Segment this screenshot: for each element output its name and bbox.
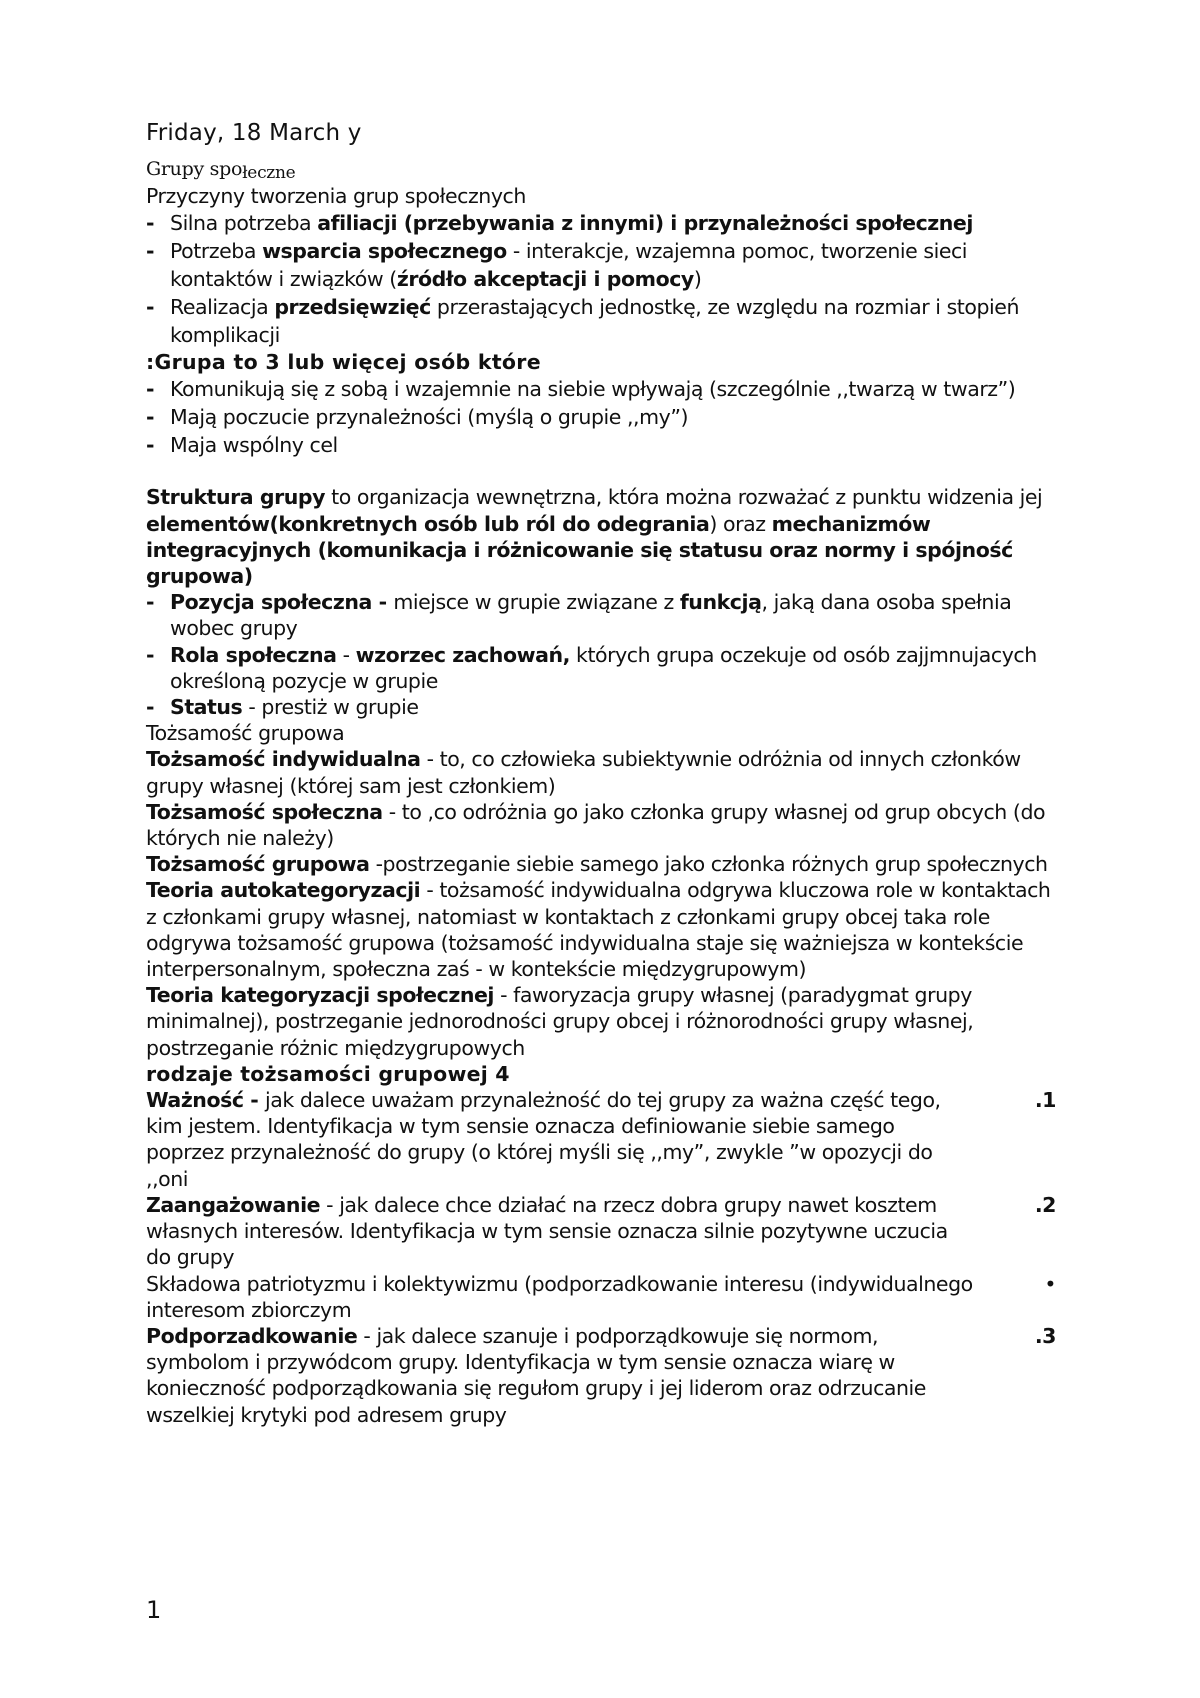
item-text: miejsce w grupie związane z — [393, 590, 680, 615]
group-item — [146, 431, 1066, 459]
dash-bullet: - — [146, 642, 155, 667]
dash-bullet: - — [146, 695, 155, 720]
kind-item — [146, 1087, 1066, 1192]
cause-bold: afiliacji (przebywania z innymi) i przynależności społecznej — [317, 211, 973, 236]
kind-text: - jak dalece chce działać na rzecz dobra grupy nawet kosztem własnych interesów. Identyfikacja w tym sensie oznacza silnie pozytywne uczucia do grupy — [146, 1192, 948, 1270]
cause-text: ) — [693, 267, 702, 292]
kind-text: Składowa patriotyzmu i kolektywizmu (podporzadkowanie interesu (indywidualnego interesom zbiorczym — [146, 1271, 973, 1322]
item-bold: wzorzec zachowań, — [355, 642, 570, 667]
cause-item — [146, 209, 1066, 237]
structure-bold: Struktura grupy — [146, 485, 326, 510]
definition-term: Teoria autokategoryzacji — [146, 878, 421, 903]
cause-bold: przedsięwzięć — [274, 295, 431, 320]
kind-item — [146, 1192, 1066, 1271]
definition — [146, 877, 1066, 982]
structure-item — [146, 642, 1066, 694]
group-item-text: Maja wspólny cel — [170, 433, 338, 458]
group-item-text: Komunikują się z sobą i wzajemnie na siebie wpływają (szczególnie ,,twarzą w twarz”) — [170, 377, 1016, 402]
kind-term: Ważność - — [146, 1088, 265, 1113]
kind-text: jak dalece uważam przynależność do tej grupy za ważna część tego, kim jestem. Identyfikacja w tym sensie oznacza definiowanie siebie samego poprzez przynależność do grupy (o której myśli się ,,my”, zwykle ”w opozycji do ,,oni — [146, 1088, 941, 1191]
cause-text: - interakcje, wzajemna pomoc, tworzenie sieci kontaktów i związków ( — [170, 239, 968, 292]
definition-text: -postrzeganie siebie samego jako członka różnych grup społecznych — [369, 852, 1048, 877]
definition — [146, 982, 1066, 1061]
kind-item — [146, 1323, 1066, 1428]
dash-bullet: - — [146, 405, 155, 430]
definition-text: - to ,co odróżnia go jako członka grupy własnej od grup obcych (do których nie należy) — [146, 799, 1046, 851]
cause-item — [146, 293, 1066, 349]
definition-text: - faworyzacja grupy własnej (paradygmat grupy minimalnej), postrzeganie jednorodności grupy obcej i różnorodności grupy własnej, postrzeganie różnic międzygrupowych — [146, 983, 974, 1060]
cause-text: Realizacja — [170, 295, 275, 320]
dash-bullet: - — [146, 239, 155, 264]
cause-text: Silna potrzeba — [170, 211, 318, 236]
structure-text: ) oraz — [709, 511, 772, 536]
definition-term: Tożsamość indywidualna — [146, 747, 421, 772]
group-item — [146, 403, 1066, 431]
group-item-text: Mają poczucie przynależności (myślą o grupie ,,my”) — [170, 405, 689, 430]
structure-bold: elementów(konkretnych osób lub ról do odegrania — [146, 511, 710, 536]
group-item — [146, 375, 1066, 403]
definition-term: Tożsamość społeczna — [146, 799, 383, 824]
definition-term: Tożsamość grupowa — [146, 852, 370, 877]
structure-paragraph — [146, 484, 1066, 589]
item-bold: Status — [170, 695, 243, 720]
heading-sub: łeczne — [242, 163, 296, 183]
page-number: 1 — [146, 1596, 162, 1624]
kind-number: .2 — [1034, 1192, 1056, 1217]
definition-text: - to, co człowieka subiektywnie odróżnia od innych członków grupy własnej (której sam jest członkiem) — [146, 747, 1021, 798]
dash-bullet: - — [146, 211, 155, 236]
cause-text: Potrzeba — [170, 239, 263, 264]
item-bold: Pozycja społeczna - — [170, 590, 394, 615]
dash-bullet: - — [146, 433, 155, 458]
kind-term: Zaangażowanie — [146, 1192, 321, 1217]
dash-bullet: - — [146, 590, 155, 615]
structure-item — [146, 589, 1066, 641]
structure-text: to organizacja wewnętrzna, która można rozważać z punktu widzenia jej — [325, 485, 1043, 510]
cause-bold: źródło akceptacji i pomocy — [396, 267, 694, 292]
subheading: Przyczyny tworzenia grup społecznych — [146, 184, 526, 208]
cause-text: przerastających jednostkę, ze względu na rozmiar i stopień komplikacji — [170, 295, 1019, 348]
heading-main: Grupy spo — [146, 158, 243, 180]
item-text: - — [336, 642, 356, 667]
dash-bullet: - — [146, 295, 155, 320]
kinds-title: rodzaje tożsamości grupowej 4 — [146, 1061, 510, 1086]
item-text: , jaką dana osoba spełnia wobec grupy — [170, 590, 1012, 641]
identity-title: Tożsamość grupowa — [146, 721, 345, 746]
kind-number: .1 — [1034, 1088, 1056, 1113]
definition-text: - tożsamość indywidualna odgrywa kluczowa role w kontaktach z członkami grupy własnej, natomiast w kontaktach z członkami grupy obcej taka role odgrywa tożsamość grupowa (tożsamość indywidualna staje się ważniejsza w kontekście interpersonalnym, społeczna zaś - w kontekście międzygrupowym) — [146, 878, 1051, 982]
cause-bold: wsparcia społecznego — [262, 239, 507, 264]
kind-text: - jak dalece szanuje i podporządkowuje się normom, symbolom i przywódcom grupy. Identyfikacja w tym sensie oznacza wiarę w konieczność podporządkowania się regułom grupy i jej liderom oraz odrzucanie wszelkiej krytyki pod adresem grupy — [146, 1323, 926, 1427]
kind-term: Podporzadkowanie — [146, 1323, 358, 1348]
dash-bullet: - — [146, 377, 155, 402]
document-page — [146, 118, 1066, 1428]
definition-term: Teoria kategoryzacji społecznej — [146, 983, 494, 1008]
definition — [146, 851, 1066, 877]
cause-item — [146, 237, 1066, 293]
structure-bold: mechanizmów integracyjnych (komunikacja i różnicowanie się statusu oraz normy i spójność grupowa) — [146, 511, 1013, 589]
kind-item — [146, 1271, 1066, 1323]
item-bold: funkcją — [679, 590, 762, 615]
kind-number: .3 — [1034, 1323, 1056, 1348]
structure-item — [146, 694, 1066, 720]
bullet-marker: • — [1044, 1271, 1056, 1296]
item-text: - prestiż w grupie — [242, 695, 419, 720]
item-bold: Rola społeczna — [170, 642, 337, 667]
definition — [146, 799, 1066, 851]
group-definition: :Grupa to 3 lub więcej osób które — [146, 350, 541, 375]
section-heading — [146, 156, 1066, 183]
date-heading: Friday, 18 March y — [146, 120, 362, 146]
definition — [146, 746, 1066, 798]
item-text: których grupa oczekuje od osób zajjmnujacych określoną pozycje w grupie — [170, 642, 1037, 693]
